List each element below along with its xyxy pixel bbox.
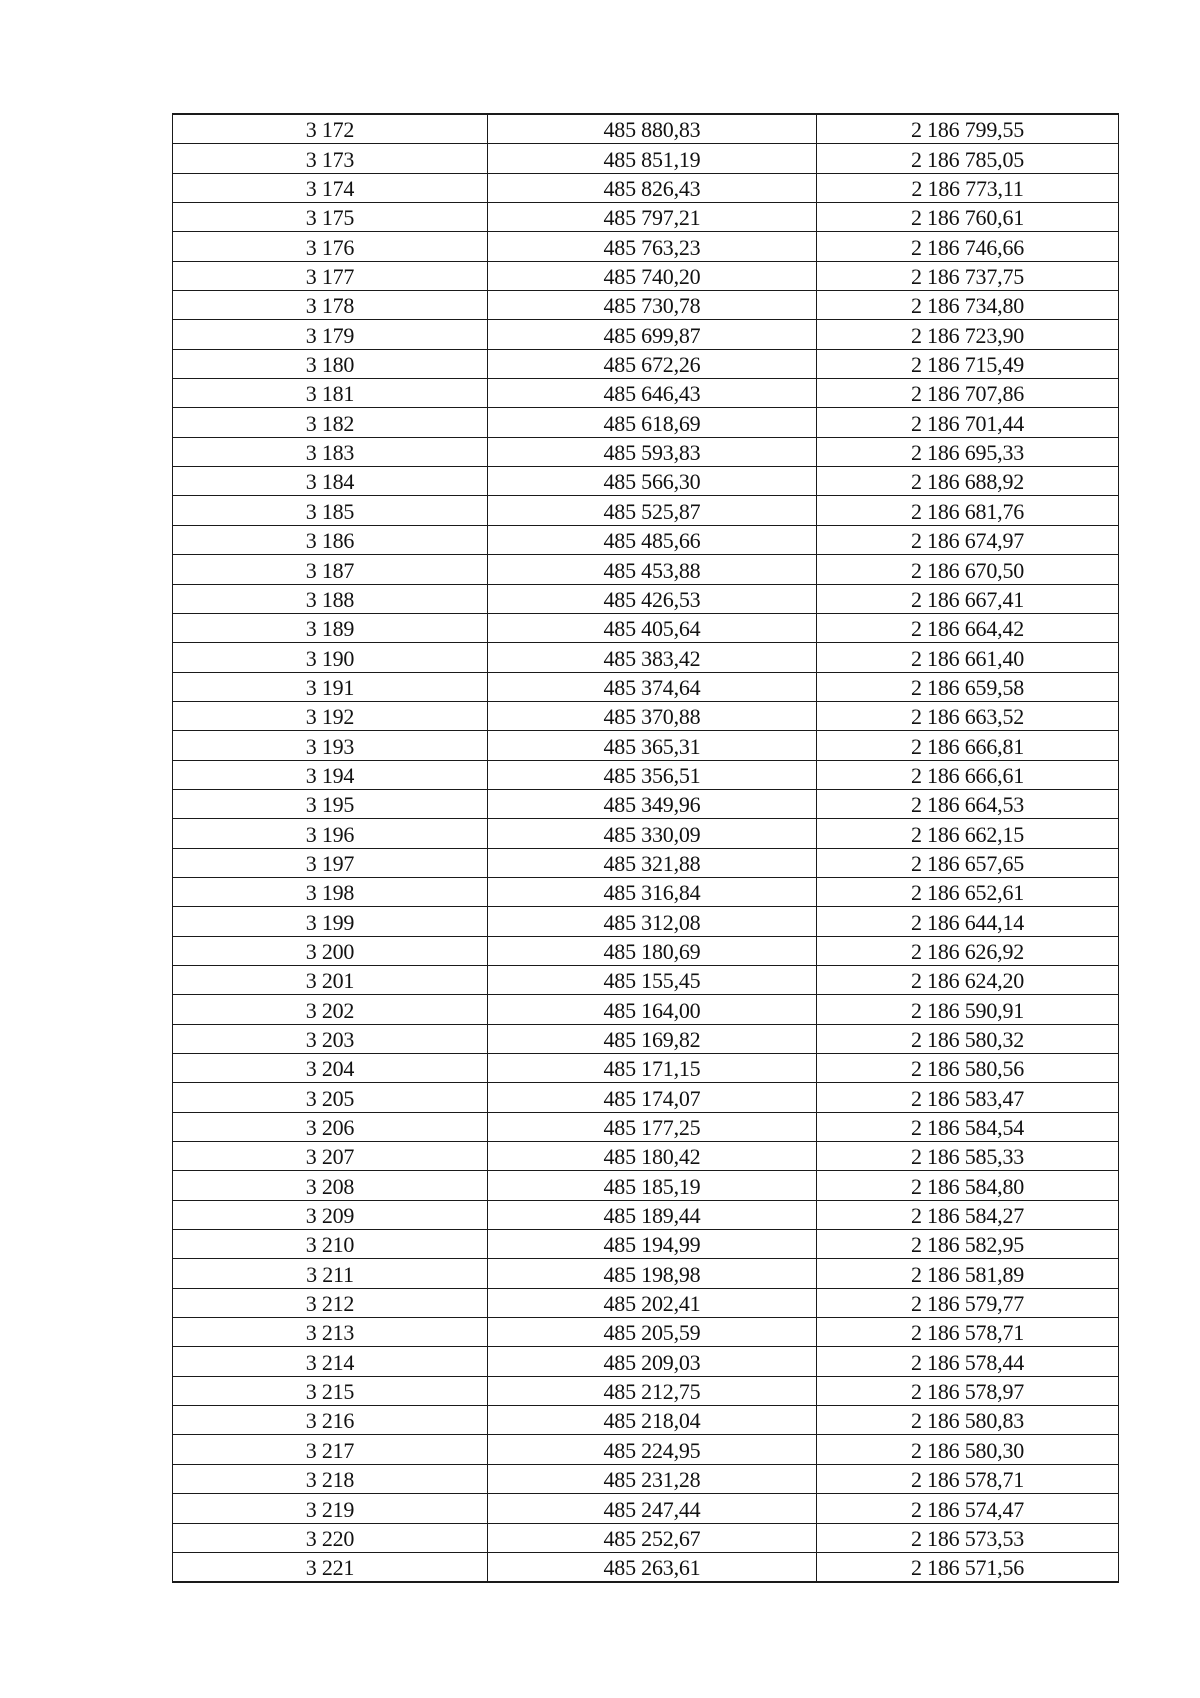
table-row [173,173,1119,202]
point-number-cell: 3 178 [173,291,488,320]
x-coordinate-cell: 485 155,45 [488,965,817,994]
table-row [173,936,1119,965]
table-row [173,1288,1119,1317]
point-number-cell: 3 217 [173,1435,488,1464]
y-coordinate-cell: 2 186 695,33 [817,437,1119,466]
x-coordinate-cell: 485 185,19 [488,1171,817,1200]
point-number-cell: 3 183 [173,437,488,466]
y-coordinate-cell: 2 186 584,27 [817,1200,1119,1229]
table-row [173,1464,1119,1493]
x-coordinate-cell: 485 231,28 [488,1464,817,1493]
point-number-cell: 3 210 [173,1230,488,1259]
y-coordinate-cell: 2 186 580,56 [817,1054,1119,1083]
table-row [173,1054,1119,1083]
table-row [173,965,1119,994]
x-coordinate-cell: 485 177,25 [488,1112,817,1141]
table-row [173,672,1119,701]
x-coordinate-cell: 485 426,53 [488,584,817,613]
table-row [173,291,1119,320]
x-coordinate-cell: 485 330,09 [488,819,817,848]
y-coordinate-cell: 2 186 723,90 [817,320,1119,349]
table-row [173,467,1119,496]
point-number-cell: 3 202 [173,995,488,1024]
point-number-cell: 3 181 [173,379,488,408]
x-coordinate-cell: 485 593,83 [488,437,817,466]
point-number-cell: 3 197 [173,848,488,877]
point-number-cell: 3 173 [173,144,488,173]
point-number-cell: 3 204 [173,1054,488,1083]
point-number-cell: 3 186 [173,525,488,554]
y-coordinate-cell: 2 186 574,47 [817,1494,1119,1523]
point-number-cell: 3 191 [173,672,488,701]
table-row [173,760,1119,789]
table-row [173,995,1119,1024]
y-coordinate-cell: 2 186 746,66 [817,232,1119,261]
x-coordinate-cell: 485 189,44 [488,1200,817,1229]
x-coordinate-cell: 485 365,31 [488,731,817,760]
point-number-cell: 3 195 [173,789,488,818]
x-coordinate-cell: 485 566,30 [488,467,817,496]
table-row [173,643,1119,672]
table-row [173,496,1119,525]
table-row [173,1230,1119,1259]
y-coordinate-cell: 2 186 581,89 [817,1259,1119,1288]
table-row [173,584,1119,613]
table-row [173,877,1119,906]
y-coordinate-cell: 2 186 580,83 [817,1406,1119,1435]
y-coordinate-cell: 2 186 701,44 [817,408,1119,437]
point-number-cell: 3 180 [173,349,488,378]
x-coordinate-cell: 485 180,69 [488,936,817,965]
x-coordinate-cell: 485 740,20 [488,261,817,290]
point-number-cell: 3 194 [173,760,488,789]
table-row [173,555,1119,584]
x-coordinate-cell: 485 316,84 [488,877,817,906]
y-coordinate-cell: 2 186 666,81 [817,731,1119,760]
y-coordinate-cell: 2 186 707,86 [817,379,1119,408]
table-row [173,1024,1119,1053]
x-coordinate-cell: 485 202,41 [488,1288,817,1317]
y-coordinate-cell: 2 186 666,61 [817,760,1119,789]
point-number-cell: 3 216 [173,1406,488,1435]
point-number-cell: 3 177 [173,261,488,290]
x-coordinate-cell: 485 646,43 [488,379,817,408]
point-number-cell: 3 209 [173,1200,488,1229]
x-coordinate-cell: 485 174,07 [488,1083,817,1112]
y-coordinate-cell: 2 186 626,92 [817,936,1119,965]
y-coordinate-cell: 2 186 681,76 [817,496,1119,525]
table-row [173,1142,1119,1171]
table-row [173,1318,1119,1347]
y-coordinate-cell: 2 186 674,97 [817,525,1119,554]
x-coordinate-cell: 485 453,88 [488,555,817,584]
x-coordinate-cell: 485 209,03 [488,1347,817,1376]
x-coordinate-cell: 485 405,64 [488,613,817,642]
x-coordinate-cell: 485 198,98 [488,1259,817,1288]
x-coordinate-cell: 485 349,96 [488,789,817,818]
x-coordinate-cell: 485 218,04 [488,1406,817,1435]
x-coordinate-cell: 485 171,15 [488,1054,817,1083]
point-number-cell: 3 190 [173,643,488,672]
point-number-cell: 3 199 [173,907,488,936]
y-coordinate-cell: 2 186 667,41 [817,584,1119,613]
point-number-cell: 3 221 [173,1552,488,1582]
table-row [173,1494,1119,1523]
table-row [173,819,1119,848]
x-coordinate-cell: 485 224,95 [488,1435,817,1464]
table-row [173,1523,1119,1552]
x-coordinate-cell: 485 797,21 [488,203,817,232]
table-row [173,1347,1119,1376]
y-coordinate-cell: 2 186 578,71 [817,1318,1119,1347]
point-number-cell: 3 196 [173,819,488,848]
y-coordinate-cell: 2 186 624,20 [817,965,1119,994]
table-row [173,1083,1119,1112]
y-coordinate-cell: 2 186 578,97 [817,1376,1119,1405]
y-coordinate-cell: 2 186 584,54 [817,1112,1119,1141]
point-number-cell: 3 192 [173,701,488,730]
table-row [173,1259,1119,1288]
x-coordinate-cell: 485 699,87 [488,320,817,349]
point-number-cell: 3 213 [173,1318,488,1347]
point-number-cell: 3 205 [173,1083,488,1112]
x-coordinate-cell: 485 618,69 [488,408,817,437]
x-coordinate-cell: 485 370,88 [488,701,817,730]
coordinates-table-body [173,114,1119,1582]
y-coordinate-cell: 2 186 652,61 [817,877,1119,906]
x-coordinate-cell: 485 851,19 [488,144,817,173]
y-coordinate-cell: 2 186 715,49 [817,349,1119,378]
y-coordinate-cell: 2 186 573,53 [817,1523,1119,1552]
table-row [173,789,1119,818]
point-number-cell: 3 215 [173,1376,488,1405]
table-row [173,1376,1119,1405]
y-coordinate-cell: 2 186 584,80 [817,1171,1119,1200]
y-coordinate-cell: 2 186 657,65 [817,848,1119,877]
y-coordinate-cell: 2 186 670,50 [817,555,1119,584]
point-number-cell: 3 214 [173,1347,488,1376]
y-coordinate-cell: 2 186 662,15 [817,819,1119,848]
y-coordinate-cell: 2 186 663,52 [817,701,1119,730]
point-number-cell: 3 184 [173,467,488,496]
point-number-cell: 3 176 [173,232,488,261]
point-number-cell: 3 207 [173,1142,488,1171]
point-number-cell: 3 203 [173,1024,488,1053]
y-coordinate-cell: 2 186 688,92 [817,467,1119,496]
point-number-cell: 3 188 [173,584,488,613]
y-coordinate-cell: 2 186 799,55 [817,114,1119,144]
point-number-cell: 3 220 [173,1523,488,1552]
table-row [173,320,1119,349]
table-row [173,1171,1119,1200]
x-coordinate-cell: 485 312,08 [488,907,817,936]
y-coordinate-cell: 2 186 583,47 [817,1083,1119,1112]
x-coordinate-cell: 485 356,51 [488,760,817,789]
table-row [173,907,1119,936]
x-coordinate-cell: 485 485,66 [488,525,817,554]
point-number-cell: 3 185 [173,496,488,525]
coordinates-table [172,113,1119,1583]
y-coordinate-cell: 2 186 644,14 [817,907,1119,936]
x-coordinate-cell: 485 321,88 [488,848,817,877]
point-number-cell: 3 206 [173,1112,488,1141]
x-coordinate-cell: 485 212,75 [488,1376,817,1405]
x-coordinate-cell: 485 194,99 [488,1230,817,1259]
point-number-cell: 3 208 [173,1171,488,1200]
y-coordinate-cell: 2 186 578,44 [817,1347,1119,1376]
x-coordinate-cell: 485 247,44 [488,1494,817,1523]
point-number-cell: 3 175 [173,203,488,232]
table-row [173,848,1119,877]
point-number-cell: 3 174 [173,173,488,202]
point-number-cell: 3 187 [173,555,488,584]
x-coordinate-cell: 485 263,61 [488,1552,817,1582]
table-row [173,525,1119,554]
y-coordinate-cell: 2 186 582,95 [817,1230,1119,1259]
y-coordinate-cell: 2 186 580,30 [817,1435,1119,1464]
point-number-cell: 3 198 [173,877,488,906]
x-coordinate-cell: 485 525,87 [488,496,817,525]
point-number-cell: 3 201 [173,965,488,994]
x-coordinate-cell: 485 169,82 [488,1024,817,1053]
x-coordinate-cell: 485 826,43 [488,173,817,202]
table-row [173,701,1119,730]
point-number-cell: 3 182 [173,408,488,437]
point-number-cell: 3 212 [173,1288,488,1317]
y-coordinate-cell: 2 186 664,53 [817,789,1119,818]
x-coordinate-cell: 485 763,23 [488,232,817,261]
x-coordinate-cell: 485 374,64 [488,672,817,701]
x-coordinate-cell: 485 205,59 [488,1318,817,1347]
y-coordinate-cell: 2 186 659,58 [817,672,1119,701]
y-coordinate-cell: 2 186 579,77 [817,1288,1119,1317]
point-number-cell: 3 218 [173,1464,488,1493]
y-coordinate-cell: 2 186 590,91 [817,995,1119,1024]
table-row [173,1112,1119,1141]
x-coordinate-cell: 485 252,67 [488,1523,817,1552]
table-row [173,1406,1119,1435]
table-row [173,731,1119,760]
x-coordinate-cell: 485 672,26 [488,349,817,378]
x-coordinate-cell: 485 880,83 [488,114,817,144]
x-coordinate-cell: 485 730,78 [488,291,817,320]
y-coordinate-cell: 2 186 785,05 [817,144,1119,173]
x-coordinate-cell: 485 383,42 [488,643,817,672]
table-row [173,114,1119,144]
table-row [173,379,1119,408]
table-row [173,261,1119,290]
table-row [173,408,1119,437]
y-coordinate-cell: 2 186 760,61 [817,203,1119,232]
point-number-cell: 3 200 [173,936,488,965]
table-row [173,1200,1119,1229]
table-row [173,613,1119,642]
point-number-cell: 3 193 [173,731,488,760]
table-row [173,232,1119,261]
table-row [173,203,1119,232]
y-coordinate-cell: 2 186 571,56 [817,1552,1119,1582]
point-number-cell: 3 179 [173,320,488,349]
table-row [173,1552,1119,1582]
x-coordinate-cell: 485 180,42 [488,1142,817,1171]
point-number-cell: 3 211 [173,1259,488,1288]
table-row [173,144,1119,173]
y-coordinate-cell: 2 186 580,32 [817,1024,1119,1053]
point-number-cell: 3 189 [173,613,488,642]
y-coordinate-cell: 2 186 578,71 [817,1464,1119,1493]
point-number-cell: 3 172 [173,114,488,144]
y-coordinate-cell: 2 186 737,75 [817,261,1119,290]
x-coordinate-cell: 485 164,00 [488,995,817,1024]
point-number-cell: 3 219 [173,1494,488,1523]
y-coordinate-cell: 2 186 585,33 [817,1142,1119,1171]
y-coordinate-cell: 2 186 734,80 [817,291,1119,320]
table-row [173,1435,1119,1464]
y-coordinate-cell: 2 186 664,42 [817,613,1119,642]
y-coordinate-cell: 2 186 661,40 [817,643,1119,672]
y-coordinate-cell: 2 186 773,11 [817,173,1119,202]
table-row [173,349,1119,378]
table-row [173,437,1119,466]
